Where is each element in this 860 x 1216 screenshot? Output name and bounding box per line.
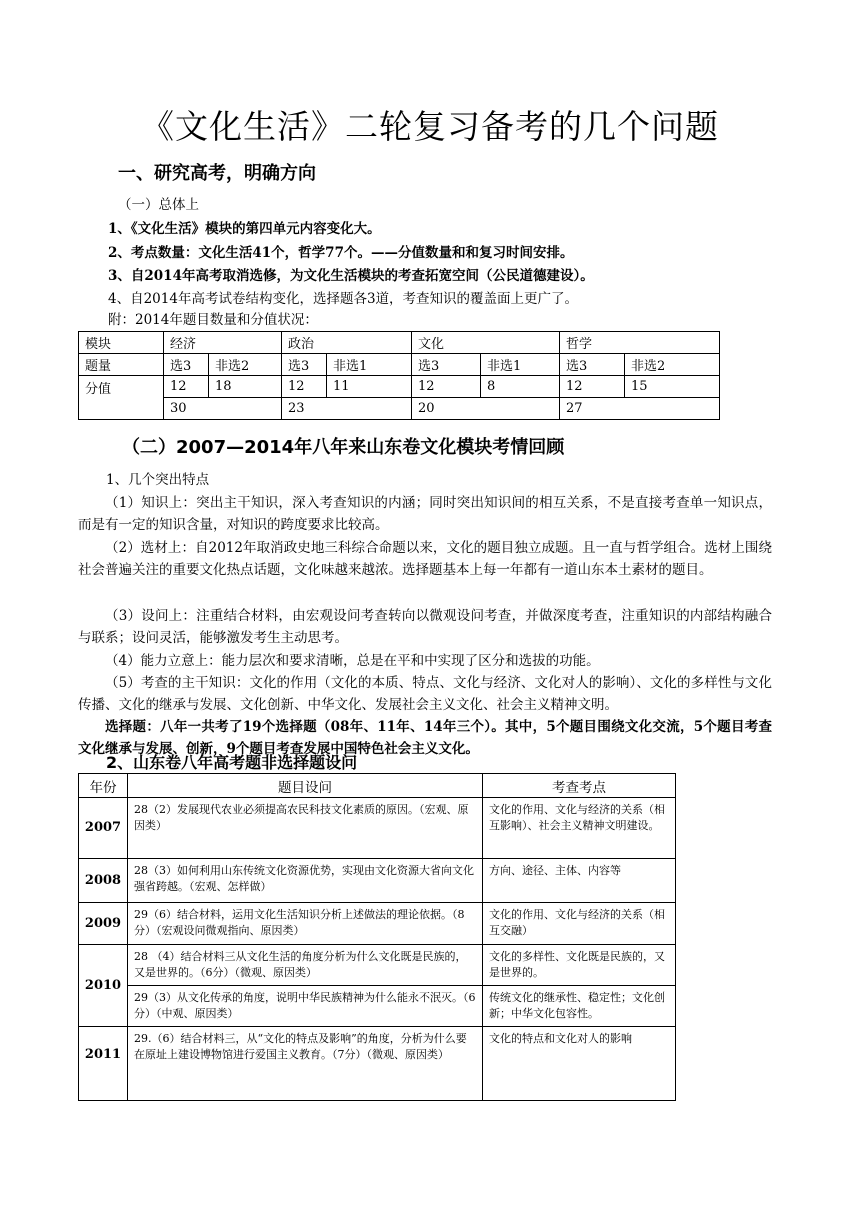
table-cell: 选3	[282, 354, 327, 376]
table-header: 题目设问	[128, 774, 483, 798]
knowledge-part: 传统文化的继承性、稳定性；文化创新；中华文化包容性。	[483, 985, 675, 1026]
knowledge-cell	[483, 945, 676, 1027]
table-cell: 选3	[164, 354, 209, 376]
table-cell: 模块	[79, 332, 164, 354]
knowledge-cell: 文化的特点和文化对人的影响	[483, 1027, 676, 1101]
section1-heading: 一、研究高考，明确方向	[118, 163, 316, 184]
paragraph: （3）设问上：注重结合材料，由宏观设问考查转向以微观设问考查，并做深度考查，注重知识的内部结构融合与联系；设问灵活，能够激发考生主动思考。	[78, 608, 772, 646]
question-cell	[128, 945, 483, 1027]
table-cell: 12	[282, 376, 327, 398]
year-cell: 2011	[79, 1027, 128, 1101]
table-cell: 非选1	[327, 354, 412, 376]
knowledge-part: 文化的多样性、文化既是民族的，又是世界的。	[489, 950, 665, 979]
table-cell: 12	[412, 376, 481, 398]
year-cell: 2010	[79, 945, 128, 1027]
paragraph: （1）知识上：突出主干知识，深入考查知识的内涵；同时突出知识间的相互关系，不是直接考查单一知识点，而是有一定的知识含量，对知识的跨度要求比较高。	[78, 495, 772, 533]
table-cell: 27	[560, 398, 720, 420]
table-cell: 非选2	[209, 354, 282, 376]
table2-heading: 2、山东卷八年高考题非选择题设问	[106, 753, 358, 772]
paragraph: （2）选材上：自2012年取消政史地三科综合命题以来，文化的题目独立成题。且一直与哲学组合。选材上围绕社会普遍关注的重要文化热点话题，文化味越来越浓。选择题基本上每一年都有一道山东本土素材的题目。	[78, 540, 772, 578]
question-cell: 29.（6）结合材料三，从“文化的特点及影响”的角度，分析为什么要在原址上建设博物馆进行爱国主义教育。（7分）（微观、原因类）	[128, 1027, 483, 1101]
year-cell: 2007	[79, 798, 128, 859]
section1-item: 3、自2014年高考取消选修，为文化生活模块的考查拓宽空间（公民道德建设）。	[108, 268, 594, 284]
question-part: 28 （4）结合材料三从文化生活的角度分析为什么文化既是民族的，又是世界的。（6分）（微观、原因类）	[134, 950, 467, 979]
table-cell: 15	[625, 376, 720, 398]
table-cell: 非选1	[481, 354, 560, 376]
question-part: 29（3）从文化传承的角度，说明中华民族精神为什么能永不泯灭。（6分）（中观、原因类）	[128, 985, 482, 1026]
table-cell: 20	[412, 398, 560, 420]
section2-heading: （二）2007—2014年八年来山东卷文化模块考情回顾	[122, 437, 565, 458]
paragraph: （4）能力立意上：能力层次和要求清晰，总是在平和中实现了区分和选拔的功能。	[105, 653, 600, 669]
year-cell: 2009	[79, 903, 128, 945]
table-cell: 分值	[79, 376, 164, 420]
knowledge-cell: 方向、途径、主体、内容等	[483, 859, 676, 903]
table-cell: 选3	[412, 354, 481, 376]
question-table	[78, 773, 676, 1101]
year-cell: 2008	[79, 859, 128, 903]
knowledge-cell: 文化的作用、文化与经济的关系（相互影响）、社会主义精神文明建设。	[483, 798, 676, 859]
table-cell: 23	[282, 398, 412, 420]
paragraph: （5）考查的主干知识：文化的作用（文化的本质、特点、文化与经济、文化对人的影响）、文化的多样性与文化传播、文化的继承与发展、文化创新、中华文化、发展社会主义文化、社会主义精神文明。	[78, 675, 772, 713]
table-cell: 政治	[282, 332, 412, 354]
table-cell: 12	[560, 376, 625, 398]
points-heading: 1、几个突出特点	[106, 472, 210, 488]
table1-note: 附：2014年题目数量和分值状况：	[108, 312, 318, 328]
paragraph: 选择题：八年一共考了19个选择题（08年、11年、14年三个）。其中，5个题目围绕文化交流，5个题目考查文化继承与发展、创新，9个题目考查发展中国特色社会主义文化。	[78, 719, 772, 757]
section1-item: 1、《文化生活》模块的第四单元内容变化大。	[108, 221, 381, 237]
table-header: 年份	[79, 774, 128, 798]
page-title: 《文化生活》二轮复习备考的几个问题	[141, 107, 719, 146]
table-cell: 12	[164, 376, 209, 398]
table-cell: 哲学	[560, 332, 720, 354]
table-header: 考查考点	[483, 774, 676, 798]
table-cell: 非选2	[625, 354, 720, 376]
score-table	[78, 331, 720, 420]
table-cell: 8	[481, 376, 560, 398]
table-cell: 18	[209, 376, 282, 398]
knowledge-cell: 文化的作用、文化与经济的关系（相互交融）	[483, 903, 676, 945]
table-cell: 题量	[79, 354, 164, 376]
question-cell: 29（6）结合材料，运用文化生活知识分析上述做法的理论依据。（8分）（宏观设问微观指向、原因类）	[128, 903, 483, 945]
table-cell: 11	[327, 376, 412, 398]
table-cell: 经济	[164, 332, 282, 354]
section1-subheading: （一）总体上	[118, 197, 199, 213]
section1-item: 4、自2014年高考试卷结构变化，选择题各3道，考查知识的覆盖面上更广了。	[108, 291, 579, 307]
table-cell: 文化	[412, 332, 560, 354]
section1-item: 2、考点数量：文化生活41个，哲学77个。——分值数量和和复习时间安排。	[108, 245, 574, 261]
table-cell: 选3	[560, 354, 625, 376]
question-cell: 28（2）发展现代农业必须提高农民科技文化素质的原因。（宏观、原因类）	[128, 798, 483, 859]
table-cell: 30	[164, 398, 282, 420]
question-cell: 28（3）如何利用山东传统文化资源优势，实现由文化资源大省向文化强省跨越。（宏观、怎样做）	[128, 859, 483, 903]
